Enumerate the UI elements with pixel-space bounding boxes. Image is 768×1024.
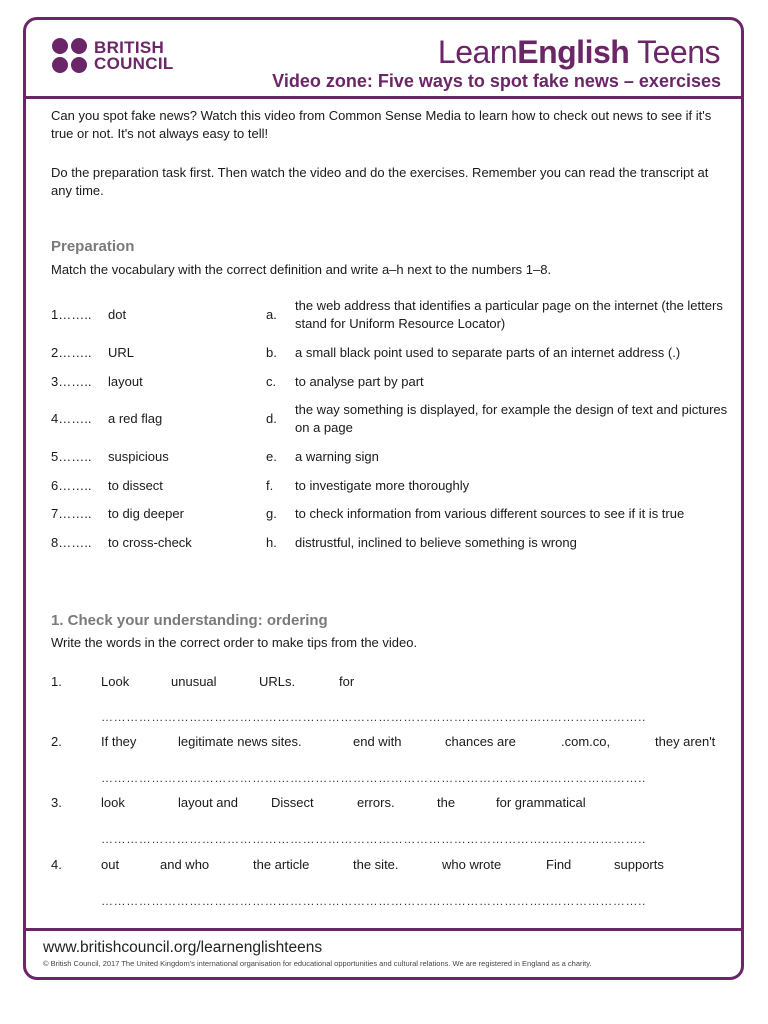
vocab-answer-blank[interactable]: 1…….. — [51, 307, 92, 322]
ordering-heading: 1. Check your understanding: ordering — [51, 612, 328, 629]
scrambled-word: the article — [253, 857, 310, 872]
scrambled-word: layout and — [178, 795, 238, 810]
vocab-word: to dig deeper — [108, 506, 184, 521]
scrambled-word: the — [437, 795, 456, 810]
header-divider — [24, 96, 744, 99]
scrambled-word: If they — [101, 734, 137, 749]
definition-text: to analyse part by part — [295, 374, 424, 389]
scrambled-word: and who — [160, 857, 210, 872]
preparation-instruction: Match the vocabulary with the correct definition and write a–h next to the numbers 1–8. — [51, 262, 552, 277]
scrambled-word: errors. — [357, 795, 395, 810]
vocab-answer-blank[interactable]: 7…….. — [51, 506, 92, 521]
scrambled-word: who wrote — [442, 857, 502, 872]
preparation-heading: Preparation — [51, 238, 135, 255]
definition-text: the web address that identifies a particular page on the internet (the letters stand for Uniform Resource Locator) — [295, 298, 723, 331]
vocab-word: a red flag — [108, 411, 163, 426]
definition-text: to investigate more thoroughly — [295, 478, 470, 493]
scrambled-word: out — [101, 857, 120, 872]
answer-line[interactable]: ……………………………………………………………………………………………..………………….. — [101, 832, 646, 846]
vocab-answer-blank[interactable]: 6…….. — [51, 478, 92, 493]
scrambled-word: legitimate news sites. — [178, 734, 302, 749]
logo-text: BRITISH COUNCIL — [94, 37, 174, 73]
scrambled-word: .com.co, — [561, 734, 611, 749]
vocab-word: to dissect — [108, 478, 163, 493]
definition-letter: e. — [266, 449, 277, 464]
definition-text: to check information from various different sources to see if it is true — [295, 506, 685, 521]
page-title: Video zone: Five ways to spot fake news – exercises — [272, 71, 721, 91]
answer-line[interactable]: ……………………………………………………………………………………………..………………….. — [101, 710, 646, 724]
definition-letter: h. — [266, 535, 277, 550]
scrambled-word: for grammatical — [496, 795, 586, 810]
definition-letter: f. — [266, 478, 274, 493]
intro-paragraph-2: Do the preparation task first. Then watch the video and do the exercises. Remember you can read the transcript at any time. — [51, 165, 709, 198]
scrambled-word: they aren't — [655, 734, 716, 749]
scrambled-word: Look — [101, 674, 130, 689]
definition-letter: g. — [266, 506, 277, 521]
scrambled-word: URLs. — [259, 674, 296, 689]
definition-letter: d. — [266, 411, 277, 426]
ordering-number: 3. — [51, 795, 62, 810]
answer-line[interactable]: ……………………………………………………………………………………………..………………….. — [101, 894, 646, 908]
definition-text: distrustful, inclined to believe something is wrong — [295, 535, 577, 550]
ordering-number: 1. — [51, 674, 62, 689]
footer-url[interactable]: www.britishcouncil.org/learnenglishteens — [43, 939, 323, 956]
footer-divider — [24, 928, 744, 931]
scrambled-word: unusual — [171, 674, 217, 689]
definition-text: a small black point used to separate parts of an internet address (.) — [295, 345, 681, 360]
definition-text: the way something is displayed, for example the design of text and pictures on a page — [295, 402, 728, 435]
ordering-number: 2. — [51, 734, 62, 749]
answer-line[interactable]: ……………………………………………………………………………………………..………………….. — [101, 771, 646, 785]
scrambled-word: supports — [614, 857, 664, 872]
definition-letter: b. — [266, 345, 277, 360]
learnenglish-teens-brand: LearnEnglish Teens — [437, 34, 720, 70]
vocab-answer-blank[interactable]: 4…….. — [51, 411, 92, 426]
scrambled-word: Dissect — [271, 795, 314, 810]
vocab-answer-blank[interactable]: 3…….. — [51, 374, 92, 389]
scrambled-word: Find — [546, 857, 572, 872]
definition-letter: c. — [266, 374, 277, 389]
scrambled-word: for — [339, 674, 355, 689]
footer-copyright: © British Council, 2017 The United Kingdom's international organisation for educational opportunities and cultural relations. We are registered in England as a charity. — [43, 959, 592, 968]
logo-dots-icon — [52, 38, 87, 73]
ordering-instruction: Write the words in the correct order to make tips from the video. — [51, 635, 418, 650]
vocab-word: layout — [108, 374, 143, 389]
ordering-number: 4. — [51, 857, 62, 872]
vocab-word: suspicious — [108, 449, 169, 464]
definition-letter: a. — [266, 307, 277, 322]
british-council-logo — [52, 38, 174, 73]
vocab-word: to cross-check — [108, 535, 192, 550]
scrambled-word: the site. — [353, 857, 399, 872]
vocab-answer-blank[interactable]: 5…….. — [51, 449, 92, 464]
intro-paragraph-1: Can you spot fake news? Watch this video from Common Sense Media to learn how to check out news to see if it's true or not. It's not always easy to tell! — [51, 108, 712, 141]
definition-text: a warning sign — [295, 449, 379, 464]
scrambled-word: chances are — [445, 734, 516, 749]
vocab-answer-blank[interactable]: 2…….. — [51, 345, 92, 360]
vocab-word: URL — [108, 345, 135, 360]
scrambled-word: end with — [353, 734, 402, 749]
scrambled-word: look — [101, 795, 125, 810]
vocab-word: dot — [108, 307, 127, 322]
vocab-answer-blank[interactable]: 8…….. — [51, 535, 92, 550]
